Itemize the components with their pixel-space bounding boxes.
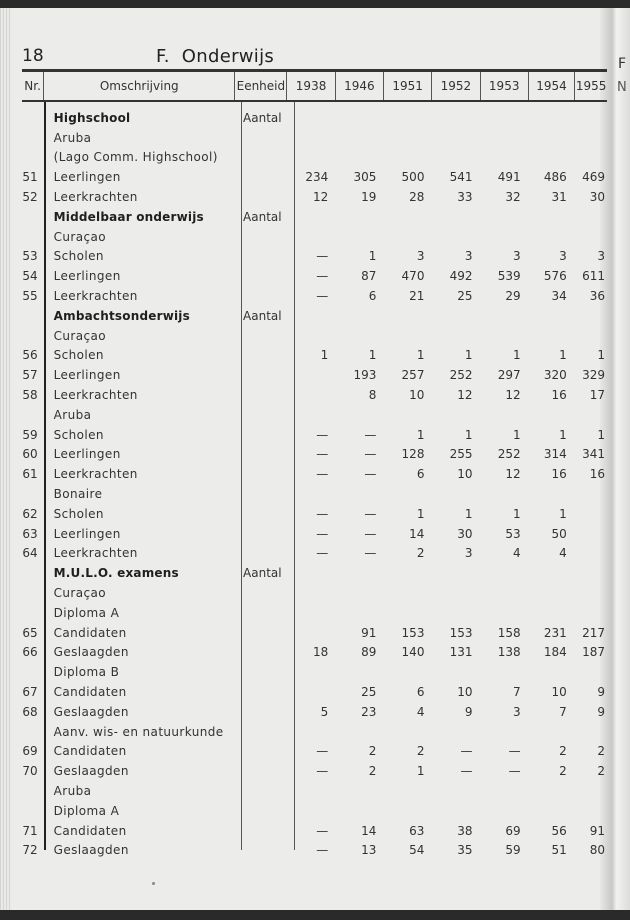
value-1952: 1	[464, 427, 473, 442]
table-row	[22, 425, 607, 445]
value-1946: —	[364, 427, 377, 442]
row-number: 62	[22, 506, 38, 521]
value-1953: 3	[512, 249, 521, 264]
row-description: Candidaten	[53, 823, 127, 838]
row-description: Diploma A	[53, 605, 120, 620]
value-1951: 10	[409, 388, 425, 403]
row-number: 70	[22, 764, 38, 779]
value-1952: 33	[457, 190, 473, 205]
value-1954: 1	[559, 348, 567, 363]
row-description: Leerlingen	[53, 447, 121, 462]
row-description: Scholen	[53, 506, 104, 521]
row-description: (Lago Comm. Highschool)	[53, 150, 218, 165]
table-row	[22, 524, 607, 544]
value-1938: —	[316, 526, 329, 541]
row-unit: Aantal	[243, 308, 282, 323]
stacked-page-edges	[0, 8, 12, 910]
value-1954: 1	[559, 506, 567, 521]
next-page-fragment-letter: F	[618, 56, 627, 72]
column-divider	[294, 102, 295, 850]
value-1952: —	[460, 764, 473, 779]
table-row	[22, 484, 607, 504]
value-1946: 2	[368, 744, 377, 759]
header-1938: 1938	[287, 72, 335, 100]
table-row	[22, 682, 607, 702]
value-1938: —	[316, 269, 329, 284]
table-row	[22, 187, 607, 207]
value-1952: 131	[449, 645, 473, 660]
value-1953: 53	[505, 526, 521, 541]
table-row	[22, 148, 607, 168]
value-1946: 89	[361, 645, 377, 660]
value-1951: 1	[416, 348, 425, 363]
row-number: 56	[22, 348, 38, 363]
row-number: 67	[22, 685, 38, 699]
value-1938: —	[316, 289, 329, 304]
value-1938: —	[316, 546, 329, 561]
value-1953: 4	[512, 546, 521, 561]
value-1954: 10	[551, 685, 567, 699]
table-row	[22, 504, 607, 524]
value-1954: 31	[551, 190, 567, 205]
table-row	[22, 405, 607, 425]
row-description: Curaçao	[53, 586, 107, 601]
value-1938: 1	[320, 348, 329, 363]
value-1938: —	[316, 843, 329, 858]
value-1954: 50	[551, 526, 567, 541]
value-1946: 1	[368, 348, 377, 363]
value-1954: 2	[559, 764, 567, 779]
value-1946: 8	[368, 388, 377, 403]
value-1951: 63	[409, 823, 425, 838]
row-number: 65	[22, 625, 38, 640]
value-1953: 32	[505, 190, 521, 205]
value-1954: 184	[543, 645, 567, 660]
row-description: Curaçao	[53, 328, 107, 343]
next-page-fragment-nr: N	[617, 80, 627, 95]
row-description: Candidaten	[53, 685, 127, 699]
page-header	[20, 46, 610, 70]
row-number: 68	[22, 704, 38, 719]
value-1954: 34	[551, 289, 567, 304]
value-1951: 470	[401, 269, 425, 284]
table-body	[22, 102, 607, 860]
table-row	[22, 346, 607, 366]
value-1946: 1	[368, 249, 377, 264]
value-1954: 56	[551, 823, 567, 838]
value-1954: 1	[559, 427, 567, 442]
value-1954: 16	[551, 467, 567, 482]
row-description: Leerkrachten	[53, 546, 138, 561]
value-1954: 314	[543, 447, 567, 462]
row-description: Scholen	[53, 427, 104, 442]
value-1938: —	[316, 467, 329, 482]
row-number: 71	[22, 823, 38, 838]
value-1946: 193	[353, 368, 377, 383]
value-1955: 80	[589, 843, 606, 858]
row-description: Aruba	[53, 130, 92, 145]
value-1951: 500	[401, 170, 425, 185]
value-1953: —	[508, 764, 521, 779]
value-1953: 1	[512, 348, 521, 363]
table-row	[22, 563, 607, 583]
value-1955: 3	[597, 249, 606, 264]
row-number: 60	[22, 447, 38, 462]
row-number: 54	[22, 269, 38, 284]
value-1951: 6	[416, 467, 425, 482]
value-1946: 13	[361, 843, 377, 858]
header-1955: 1955	[575, 79, 607, 93]
value-1953: 7	[512, 685, 521, 699]
value-1953: 158	[497, 625, 521, 640]
value-1954: 3	[559, 249, 567, 264]
value-1938: 18	[313, 645, 329, 660]
row-description: Leerlingen	[53, 170, 121, 185]
page-number: 18	[22, 46, 44, 66]
table-row	[22, 167, 607, 187]
row-description: Aanv. wis- en natuurkunde	[53, 724, 224, 739]
value-1938: —	[316, 823, 329, 838]
table-row	[22, 207, 607, 227]
value-1952: 30	[457, 526, 473, 541]
value-1946: —	[364, 546, 377, 561]
value-1955: 1	[597, 348, 606, 363]
row-description: Leerlingen	[53, 269, 121, 284]
table-row	[22, 286, 607, 306]
value-1946: 91	[361, 625, 377, 640]
row-number: 55	[22, 289, 38, 304]
table-row	[22, 326, 607, 346]
row-description: Highschool	[53, 110, 131, 125]
value-1954: 576	[543, 269, 567, 284]
value-1953: 12	[505, 467, 521, 482]
value-1951: 1	[416, 427, 425, 442]
table-row	[22, 583, 607, 603]
value-1955: 611	[582, 269, 606, 284]
value-1954: 4	[559, 546, 567, 561]
value-1952: 12	[457, 388, 473, 403]
value-1938: —	[316, 744, 329, 759]
row-description: Leerkrachten	[53, 190, 138, 205]
value-1952: 3	[464, 249, 473, 264]
value-1952: 35	[457, 843, 473, 858]
value-1951: 2	[416, 546, 425, 561]
row-description: Diploma B	[53, 665, 120, 680]
table-row	[22, 385, 607, 405]
row-number: 69	[22, 744, 38, 759]
header-1953: 1953	[481, 72, 529, 100]
table-row	[22, 722, 607, 742]
value-1951: 6	[416, 685, 425, 699]
value-1953: 69	[505, 823, 521, 838]
row-description: Curaçao	[53, 229, 107, 244]
value-1955: 9	[597, 704, 606, 719]
table-row	[22, 108, 607, 128]
row-description: Leerkrachten	[53, 388, 138, 403]
table-header	[22, 69, 607, 102]
row-description: Geslaagden	[53, 704, 129, 719]
value-1953: 59	[505, 843, 521, 858]
value-1938: 234	[305, 170, 329, 185]
value-1938: —	[316, 506, 329, 521]
row-number: 58	[22, 388, 38, 403]
value-1951: 128	[401, 447, 425, 462]
table-row	[22, 266, 607, 286]
value-1955: 30	[589, 190, 606, 205]
row-number: 63	[22, 526, 38, 541]
header-omschrijving: Omschrijving	[44, 72, 235, 100]
value-1951: 1	[416, 764, 425, 779]
row-description: Geslaagden	[53, 764, 129, 779]
row-unit: Aantal	[243, 110, 282, 125]
row-description: M.U.L.O. examens	[53, 566, 179, 581]
table-row	[22, 445, 607, 465]
row-description: Leerkrachten	[53, 289, 138, 304]
page-title	[156, 46, 274, 67]
value-1946: 2	[368, 764, 377, 779]
value-1946: —	[364, 526, 377, 541]
value-1938: —	[316, 447, 329, 462]
print-speck	[152, 882, 155, 885]
value-1955: 17	[589, 388, 606, 403]
value-1946: 25	[361, 685, 377, 699]
value-1953: 252	[497, 447, 521, 462]
section-title: Onderwijs	[181, 46, 275, 67]
row-number: 64	[22, 546, 38, 561]
education-table	[22, 69, 607, 860]
row-description: Aruba	[53, 407, 92, 422]
row-description: Bonaire	[53, 487, 103, 502]
value-1953: 3	[512, 704, 521, 719]
value-1951: 1	[416, 506, 425, 521]
value-1955: 1	[597, 427, 606, 442]
row-number: 66	[22, 645, 38, 660]
row-description: Geslaagden	[53, 645, 129, 660]
section-letter: F.	[156, 46, 170, 67]
value-1953: 12	[505, 388, 521, 403]
row-description: Leerkrachten	[53, 467, 138, 482]
value-1946: 6	[368, 289, 377, 304]
value-1955: 469	[582, 170, 606, 185]
value-1938: 12	[313, 190, 329, 205]
value-1953: 138	[497, 645, 521, 660]
value-1953: 29	[505, 289, 521, 304]
value-1954: 2	[559, 744, 567, 759]
value-1938: —	[316, 764, 329, 779]
value-1951: 153	[401, 625, 425, 640]
value-1946: —	[364, 467, 377, 482]
row-description: Ambachtsonderwijs	[53, 308, 190, 323]
value-1955: 91	[589, 823, 606, 838]
value-1953: 1	[512, 427, 521, 442]
value-1951: 4	[416, 704, 425, 719]
value-1952: 492	[449, 269, 473, 284]
table-row	[22, 643, 607, 663]
value-1953: 1	[512, 506, 521, 521]
header-1952: 1952	[432, 72, 480, 100]
table-row	[22, 840, 607, 860]
value-1954: 486	[543, 170, 567, 185]
value-1946: 87	[361, 269, 377, 284]
row-description: Aruba	[53, 783, 92, 798]
row-description: Geslaagden	[53, 843, 129, 858]
row-description: Scholen	[53, 348, 104, 363]
value-1938: 5	[320, 704, 329, 719]
column-divider	[241, 102, 242, 850]
value-1955: 217	[582, 625, 606, 640]
row-number: 51	[22, 170, 38, 185]
value-1953: 539	[497, 269, 521, 284]
header-eenheid: Eenheid	[235, 72, 287, 100]
table-row	[22, 781, 607, 801]
value-1951: 28	[409, 190, 425, 205]
row-number: 52	[22, 190, 38, 205]
value-1955: 187	[582, 645, 606, 660]
value-1955: 341	[582, 447, 606, 462]
value-1951: 21	[409, 289, 425, 304]
value-1946: —	[364, 447, 377, 462]
value-1952: 1	[464, 348, 473, 363]
table-row	[22, 247, 607, 267]
table-row	[22, 603, 607, 623]
table-row	[22, 662, 607, 682]
table-row	[22, 306, 607, 326]
row-unit: Aantal	[243, 566, 282, 581]
row-unit: Aantal	[243, 209, 282, 224]
value-1955: 9	[597, 685, 606, 699]
value-1952: 38	[457, 823, 473, 838]
table-row	[22, 365, 607, 385]
value-1952: 255	[449, 447, 473, 462]
value-1938: —	[316, 427, 329, 442]
header-nr: Nr.	[22, 72, 44, 100]
value-1951: 54	[409, 843, 425, 858]
value-1951: 3	[416, 249, 425, 264]
header-1954: 1954	[529, 72, 575, 100]
value-1952: 10	[457, 467, 473, 482]
row-description: Leerlingen	[53, 368, 121, 383]
value-1952: 252	[449, 368, 473, 383]
table-row	[22, 128, 607, 148]
value-1946: 19	[361, 190, 377, 205]
value-1952: 9	[464, 704, 473, 719]
value-1954: 231	[543, 625, 567, 640]
value-1938: —	[316, 249, 329, 264]
column-divider	[44, 102, 46, 850]
value-1953: —	[508, 744, 521, 759]
value-1946: —	[364, 506, 377, 521]
table-row	[22, 742, 607, 762]
value-1953: 491	[497, 170, 521, 185]
value-1954: 51	[551, 843, 567, 858]
row-number: 59	[22, 427, 38, 442]
value-1952: 10	[457, 685, 473, 699]
value-1946: 14	[361, 823, 377, 838]
table-row	[22, 761, 607, 781]
value-1955: 329	[582, 368, 606, 383]
value-1952: 3	[464, 546, 473, 561]
value-1951: 140	[401, 645, 425, 660]
value-1951: 2	[416, 744, 425, 759]
table-row	[22, 821, 607, 841]
value-1946: 23	[361, 704, 377, 719]
header-1951: 1951	[384, 72, 432, 100]
row-description: Leerlingen	[53, 526, 121, 541]
value-1952: 25	[457, 289, 473, 304]
value-1952: 1	[464, 506, 473, 521]
row-number: 57	[22, 368, 38, 383]
table-row	[22, 227, 607, 247]
row-number: 53	[22, 249, 38, 264]
value-1955: 16	[589, 467, 606, 482]
table-row	[22, 464, 607, 484]
row-description: Middelbaar onderwijs	[53, 209, 204, 224]
value-1951: 257	[401, 368, 425, 383]
value-1955: 2	[597, 764, 606, 779]
header-1946: 1946	[336, 72, 384, 100]
value-1946: 305	[353, 170, 377, 185]
row-description: Candidaten	[53, 625, 127, 640]
value-1955: 36	[589, 289, 606, 304]
row-description: Candidaten	[53, 744, 127, 759]
value-1955: 2	[597, 744, 606, 759]
value-1953: 297	[497, 368, 521, 383]
value-1952: 541	[449, 170, 473, 185]
table-row	[22, 544, 607, 564]
row-number: 61	[22, 467, 38, 482]
value-1954: 16	[551, 388, 567, 403]
value-1952: —	[460, 744, 473, 759]
value-1954: 7	[559, 704, 567, 719]
table-row	[22, 623, 607, 643]
table-row	[22, 702, 607, 722]
value-1952: 153	[449, 625, 473, 640]
row-description: Scholen	[53, 249, 104, 264]
row-number: 72	[22, 843, 38, 858]
table-row	[22, 801, 607, 821]
value-1951: 14	[409, 526, 425, 541]
value-1954: 320	[543, 368, 567, 383]
row-description: Diploma A	[53, 803, 120, 818]
